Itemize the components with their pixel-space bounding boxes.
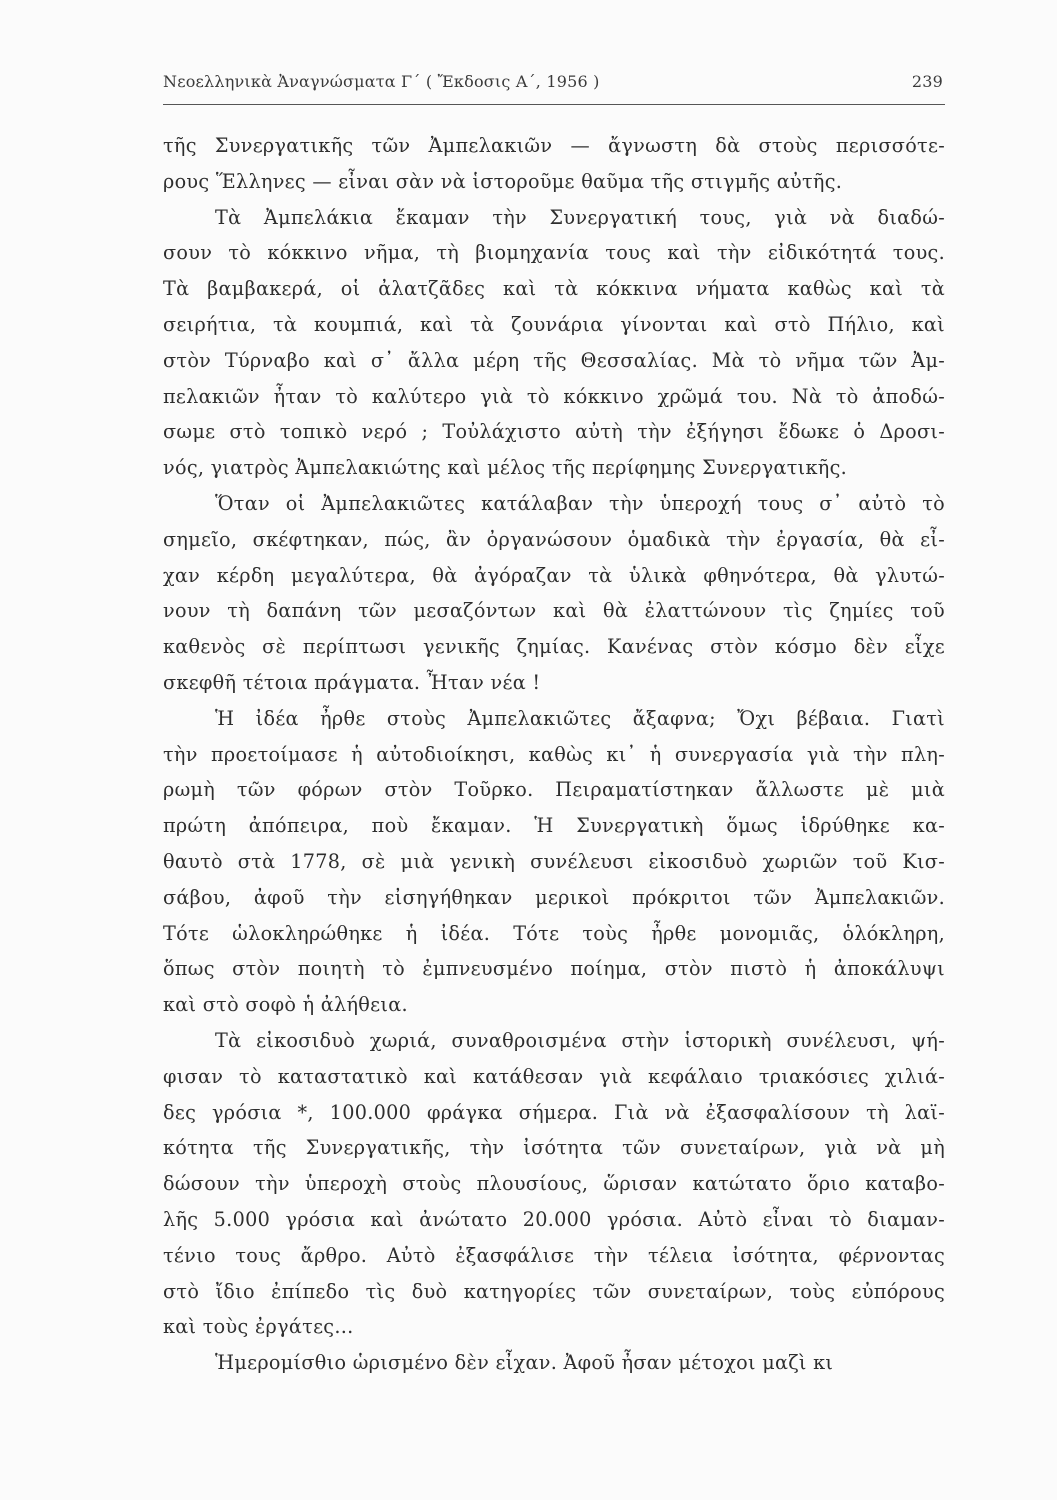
text-line: τὴν προετοίμασε ἡ αὐτοδιοίκησι, καθὼς κι᾿ ἡ συνεργασία γιὰ τὴν πλη- [163,742,945,766]
text-line: ρωμὴ τῶν φόρων στὸν Τοῦρκο. Πειραματίστηκαν ἄλλωστε μὲ μιὰ [163,778,945,802]
page-number: 239 [911,72,943,91]
text-line: τένιο τους ἄρθρο. Αὐτὸ ἐξασφάλισε τὴν τέλεια ἰσότητα, φέρνοντας [163,1243,945,1267]
running-title: Νεοελληνικὰ Ἀναγνώσματα Γ΄ ( Ἔκδοσις Α΄, 1956 ) [163,72,600,91]
paragraph [163,486,945,701]
text-line: Ἡμερομίσθιο ὡρισμένο δὲν εἶχαν. Ἀφοῦ ἦσαν μέτοχοι μαζὶ κι [215,1351,834,1375]
body-text [163,128,945,1381]
running-header [163,72,943,91]
text-line: Ὅταν οἱ Ἀμπελακιῶτες κατάλαβαν τὴν ὑπεροχή τους σ᾿ αὐτὸ τὸ [215,491,945,515]
text-line: στὸν Τύρναβο καὶ σ᾿ ἄλλα μέρη τῆς Θεσσαλίας. Μὰ τὸ νῆμα τῶν Ἀμ- [163,348,945,372]
text-line: δώσουν τὴν ὑπεροχὴ στοὺς πλουσίους, ὥρισαν κατώτατο ὅριο καταβο- [163,1172,945,1196]
text-line: τῆς Συνεργατικῆς τῶν Ἀμπελακιῶν — ἄγνωστη δὰ στοὺς περισσότε- [163,134,945,157]
text-line: σειρήτια, τὰ κουμπιά, καὶ τὰ ζουνάρια γίνονται καὶ στὸ Πήλιο, καὶ [163,312,945,336]
paragraph [163,701,945,1023]
text-line: Τὰ βαμβακερά, οἱ ἀλατζᾶδες καὶ τὰ κόκκινα νήματα καθὼς καὶ τὰ [163,277,945,301]
text-line: καὶ στὸ σοφὸ ἡ ἀλήθεια. [163,993,408,1017]
text-line: Ἡ ἰδέα ἦρθε στοὺς Ἀμπελακιῶτες ἄξαφνα; Ὄχι βέβαια. Γιατὶ [215,706,945,730]
text-line: πρώτη ἀπόπειρα, ποὺ ἔκαμαν. Ἡ Συνεργατικὴ ὅμως ἱδρύθηκε κα- [163,814,945,838]
text-line: σημεῖο, σκέφτηκαν, πώς, ἂν ὀργανώσουν ὁμαδικὰ τὴν ἐργασία, θὰ εἶ- [163,527,945,551]
paragraph [163,200,945,486]
text-line: κότητα τῆς Συνεργατικῆς, τὴν ἰσότητα τῶν συνεταίρων, γιὰ νὰ μὴ [163,1136,945,1160]
text-line: Τὰ Ἀμπελάκια ἔκαμαν τὴν Συνεργατική τους, γιὰ νὰ διαδώ- [215,205,945,229]
text-line: Τὰ εἰκοσιδυὸ χωριά, συναθροισμένα στὴν ἱστορικὴ συνέλευσι, ψή- [215,1028,945,1052]
text-line: θαυτὸ στὰ 1778, σὲ μιὰ γενικὴ συνέλευσι εἰκοσιδυὸ χωριῶν τοῦ Κισ- [163,849,945,873]
paragraph [163,128,945,200]
text-line: χαν κέρδη μεγαλύτερα, θὰ ἀγόραζαν τὰ ὑλικὰ φθηνότερα, θὰ γλυτώ- [163,563,945,587]
text-line: νός, γιατρὸς Ἀμπελακιώτης καὶ μέλος τῆς περίφημης Συνεργατικῆς. [163,456,848,480]
text-line: φισαν τὸ καταστατικὸ καὶ κατάθεσαν γιὰ κεφάλαιο τριακόσιες χιλιά- [163,1064,945,1088]
text-line: καθενὸς σὲ περίπτωσι γενικῆς ζημίας. Κανένας στὸν κόσμο δὲν εἶχε [163,635,945,659]
text-line: σουν τὸ κόκκινο νῆμα, τὴ βιομηχανία τους καὶ τὴν εἰδικότητά τους. [163,241,945,265]
text-line: ὅπως στὸν ποιητὴ τὸ ἐμπνευσμένο ποίημα, στὸν πιστὸ ἡ ἀποκάλυψι [163,957,945,981]
text-line: καὶ τοὺς ἐργάτες... [163,1315,354,1339]
text-line: πελακιῶν ἦταν τὸ καλύτερο γιὰ τὸ κόκκινο χρῶμά του. Νὰ τὸ ἀποδώ- [163,384,945,408]
text-line: σωμε στὸ τοπικὸ νερό ; Τοὐλάχιστο αὐτὴ τὴν ἐξήγησι ἔδωκε ὁ Δροσι- [163,420,945,444]
text-line: λῆς 5.000 γρόσια καὶ ἀνώτατο 20.000 γρόσια. Αὐτὸ εἶναι τὸ διαμαν- [163,1207,945,1231]
text-line: στὸ ἴδιο ἐπίπεδο τὶς δυὸ κατηγορίες τῶν συνεταίρων, τοὺς εὐπόρους [163,1279,945,1303]
text-line: νουν τὴ δαπάνη τῶν μεσαζόντων καὶ θὰ ἐλαττώνουν τὶς ζημίες τοῦ [163,599,945,623]
text-line: σάβου, ἀφοῦ τὴν εἰσηγήθηκαν μερικοὶ πρόκριτοι τῶν Ἀμπελακιῶν. [163,885,945,909]
text-line: Τότε ὡλοκληρώθηκε ἡ ἰδέα. Τότε τοὺς ἦρθε μονομιᾶς, ὁλόκληρη, [163,921,945,945]
text-line: σκεφθῆ τέτοια πράγματα. Ἦταν νέα ! [163,670,541,694]
text-line: ρους Ἕλληνες — εἶναι σὰν νὰ ἱστοροῦμε θαῦμα τῆς στιγμῆς αὐτῆς. [163,169,843,193]
paragraph [163,1023,945,1345]
paragraph [163,1345,945,1381]
header-rule [163,104,945,105]
text-line: δες γρόσια *, 100.000 φράγκα σήμερα. Γιὰ νὰ ἐξασφαλίσουν τὴ λαϊ- [163,1100,945,1124]
